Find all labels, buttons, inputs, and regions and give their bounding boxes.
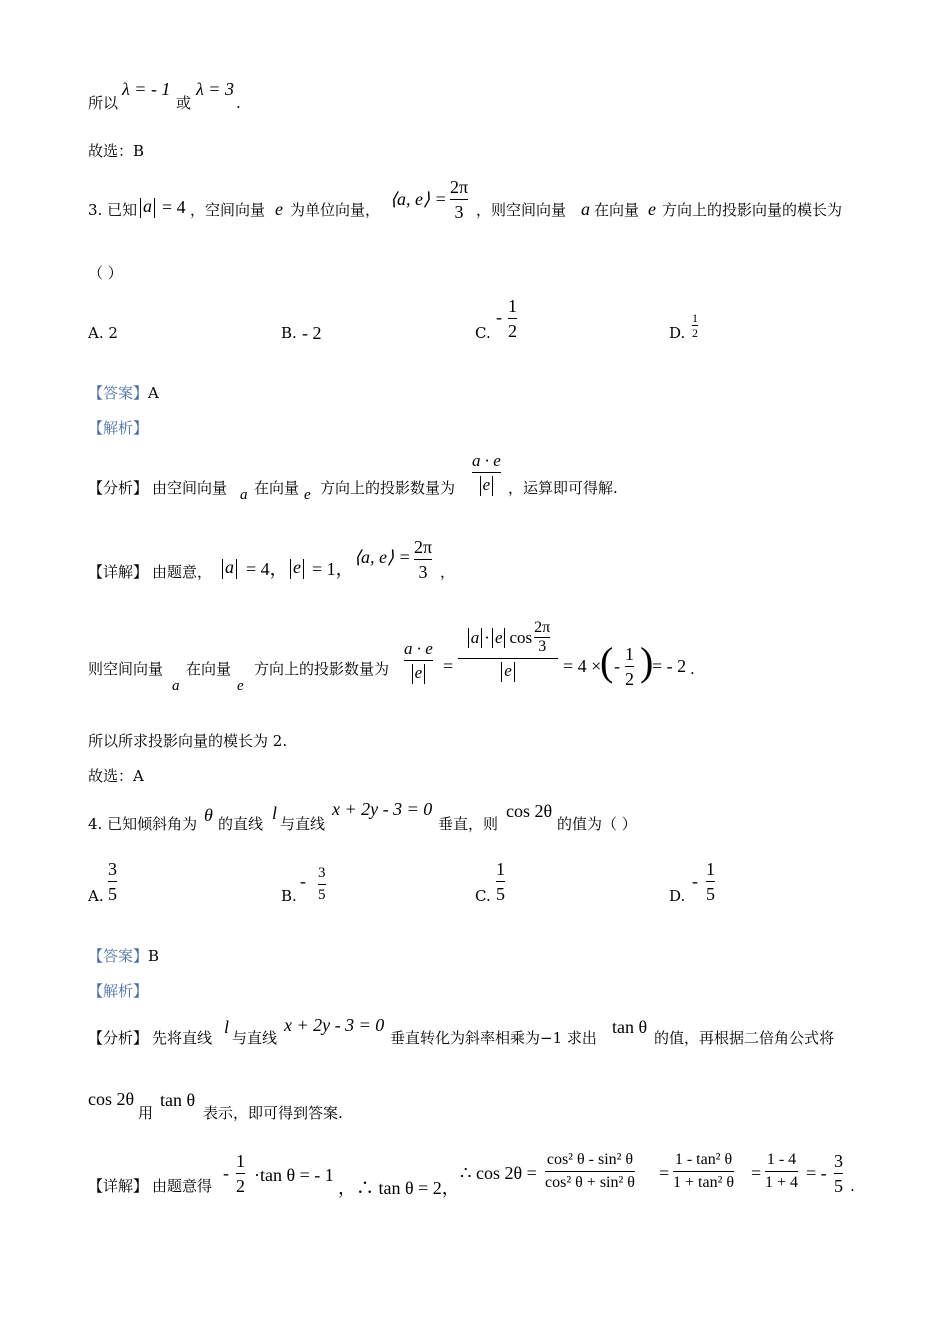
- q4-option-d-label: D.: [669, 887, 686, 905]
- q4-fenxi-t1: 先将直线: [152, 1029, 213, 1047]
- math-lambda-1: λ = - 1: [122, 79, 171, 99]
- q4-xiangjie-t3: ，∴ tan θ = 2，: [338, 1178, 460, 1198]
- q3-xiangjie-tag: 【详解】: [88, 563, 149, 581]
- q4-fenxi-tag: 【分析】: [88, 1029, 149, 1047]
- q4-xiangjie-neg: -: [223, 1163, 229, 1183]
- q4-fenxi-t3: 垂直转化为斜率相乘为−1 求出: [390, 1029, 597, 1047]
- text-or: 或: [176, 94, 192, 112]
- q3-stem-e: 在向量: [594, 201, 640, 219]
- q4-xiangjie-eq1: =: [659, 1163, 670, 1183]
- q4-option-c-frac: 1 5: [496, 859, 505, 904]
- q3-calc-a: a: [172, 678, 180, 694]
- q4-option-b-label: B.: [281, 887, 297, 905]
- q3-calc-result-a: = 4 ×: [563, 656, 602, 676]
- q3-a2: a: [581, 199, 590, 219]
- q3-xiangjie-absE: e: [288, 558, 306, 579]
- q4-cos2t: cos 2θ: [506, 801, 553, 821]
- q4-xiangjie-t2: ·tan θ = - 1: [254, 1165, 334, 1185]
- q4-xiangjie-frac1: cos² θ - sin² θ cos² θ + sin² θ: [545, 1151, 635, 1191]
- q4-xiangjie-t4: ∴ cos 2θ =: [460, 1163, 537, 1183]
- q3-fenxi-e: e: [304, 487, 311, 503]
- q3-conclusion: 所以所求投影向量的模长为 2.: [88, 732, 288, 750]
- q3-e2: e: [648, 199, 656, 219]
- q4-answer: 【答案】B: [88, 947, 160, 965]
- q3-stem-a: 3. 已知: [88, 201, 138, 219]
- q4-fenxi-cos2t: cos 2θ: [88, 1089, 135, 1109]
- q3-e1: e: [275, 199, 283, 219]
- q3-analysis-tag: 【解析】: [88, 419, 149, 437]
- q4-option-c-label: C.: [475, 887, 491, 905]
- q4-fenxi-t5: 用: [138, 1104, 154, 1122]
- q3-option-d-label: D.: [669, 324, 686, 342]
- q3-option-a: A. 2: [88, 324, 118, 342]
- q4-t5: 的值为（ ）: [557, 815, 637, 833]
- q4-xiangjie-end: .: [850, 1177, 855, 1195]
- q3-fenxi-t3: 方向上的投影数量为: [320, 479, 456, 497]
- q4-option-b-frac: 3 5: [318, 865, 326, 903]
- q4-t3: 与直线: [280, 815, 326, 833]
- q3-calc-neg: -: [614, 656, 620, 676]
- q3-xiangjie-eq1: = 1，: [312, 559, 354, 579]
- q3-calc-result-b: = - 2: [652, 656, 687, 676]
- q3-eq4: = 4: [162, 197, 186, 217]
- q3-stem-c: 为单位向量，: [290, 201, 381, 219]
- q3-xiangjie-end: ，: [440, 563, 456, 581]
- q4-fenxi-l: l: [224, 1017, 230, 1037]
- q3-option-c-frac: 1 2: [508, 296, 517, 341]
- q3-stem-f: 方向上的投影向量的模长为: [662, 201, 843, 219]
- q4-xiangjie-frac2: 1 - tan² θ 1 + tan² θ: [673, 1151, 735, 1191]
- q3-xiangjie-angle: ⟨a, e⟩ =: [354, 547, 411, 567]
- q3-calc-t2: 在向量: [186, 660, 232, 678]
- q3-calc-frac2: a · e cos 2π 3 e: [458, 620, 558, 682]
- q3-calc-lparen: (: [600, 639, 614, 684]
- q4-xiangjie-t1: 由题意得: [152, 1177, 213, 1195]
- q3-fenxi-t2: 在向量: [254, 479, 300, 497]
- q3-option-b-label: B.: [281, 324, 297, 342]
- q3-paren: （ ）: [88, 264, 123, 282]
- q4-xiangjie-eq2: =: [751, 1163, 762, 1183]
- q4-option-d-sign: -: [692, 871, 698, 891]
- q4-xiangjie-frac3: 1 - 4 1 + 4: [765, 1151, 799, 1191]
- q4-option-b-sign: -: [300, 871, 306, 891]
- q4-l: l: [272, 803, 278, 823]
- text-period: .: [236, 94, 241, 112]
- q3-fenxi-tag: 【分析】: [88, 479, 149, 497]
- q4-eq: x + 2y - 3 = 0: [332, 799, 433, 819]
- q4-t1: 4. 已知倾斜角为: [88, 815, 198, 833]
- q3-calc-frac1: a · e e: [404, 640, 433, 684]
- q4-fenxi-t6: 表示，即可得到答案.: [203, 1104, 343, 1122]
- q3-choice: 故选：A: [88, 767, 144, 785]
- q3-calc-e: e: [237, 678, 244, 694]
- q3-fenxi-frac: a · e e: [472, 452, 501, 496]
- q3-option-d-frac: 1 2: [692, 311, 698, 340]
- q3-option-b-value: - 2: [302, 323, 322, 343]
- prev-choice: 故选：B: [88, 142, 145, 160]
- q4-option-d-frac: 1 5: [706, 859, 715, 904]
- q4-option-a-frac: 3 5: [108, 859, 117, 904]
- q3-fenxi-t1: 由空间向量: [152, 479, 228, 497]
- q4-fenxi-t2: 与直线: [232, 1029, 278, 1047]
- q4-t2: 的直线: [218, 815, 264, 833]
- q4-fenxi-t4: 的值，再根据二倍角公式将: [654, 1029, 835, 1047]
- q3-xiangjie-absA: a: [220, 558, 239, 579]
- q3-calc-t1: 则空间向量: [88, 660, 164, 678]
- q4-fenxi-tan: tan θ: [612, 1017, 648, 1037]
- q3-calc-end: .: [690, 660, 695, 678]
- q3-angle: ⟨a, e⟩ =: [390, 189, 447, 209]
- text-so: 所以: [88, 94, 119, 112]
- q4-option-a-label: A.: [88, 887, 104, 905]
- q3-answer: 【答案】A: [88, 384, 159, 402]
- q4-theta: θ: [204, 805, 213, 825]
- q3-calc-t3: 方向上的投影数量为: [254, 660, 390, 678]
- q4-t4: 垂直，则: [438, 815, 499, 833]
- q4-fenxi-eq: x + 2y - 3 = 0: [284, 1015, 385, 1035]
- q4-xiangjie-tag: 【详解】: [88, 1177, 149, 1195]
- q4-fenxi-tan2: tan θ: [160, 1090, 196, 1110]
- q3-fenxi-t4: ，运算即可得解.: [508, 479, 618, 497]
- q3-stem-d: ，则空间向量: [476, 201, 567, 219]
- q3-xiangjie-frac: 2π 3: [414, 537, 433, 582]
- q4-xiangjie-half: 1 2: [236, 1151, 245, 1196]
- q3-xiangjie-t1: 由题意，: [152, 563, 213, 581]
- q3-calc-eq1: =: [443, 656, 454, 676]
- q3-fenxi-a: a: [240, 487, 248, 503]
- q3-xiangjie-eq4: = 4，: [246, 559, 288, 579]
- q3-option-c-sign: -: [496, 307, 502, 327]
- q3-stem-b: ，空间向量: [190, 201, 266, 219]
- q3-option-c-label: C.: [475, 324, 491, 342]
- q3-angle-frac: 2π 3: [450, 177, 469, 222]
- math-lambda-2: λ = 3: [196, 79, 234, 99]
- q4-analysis-tag: 【解析】: [88, 982, 149, 1000]
- q3-calc-rparen: ): [640, 639, 654, 684]
- q3-calc-half: 1 2: [625, 644, 634, 689]
- q4-xiangjie-result: 3 5: [834, 1151, 843, 1196]
- q3-abs-a: a: [138, 197, 157, 218]
- q4-xiangjie-neg2: = -: [806, 1163, 827, 1183]
